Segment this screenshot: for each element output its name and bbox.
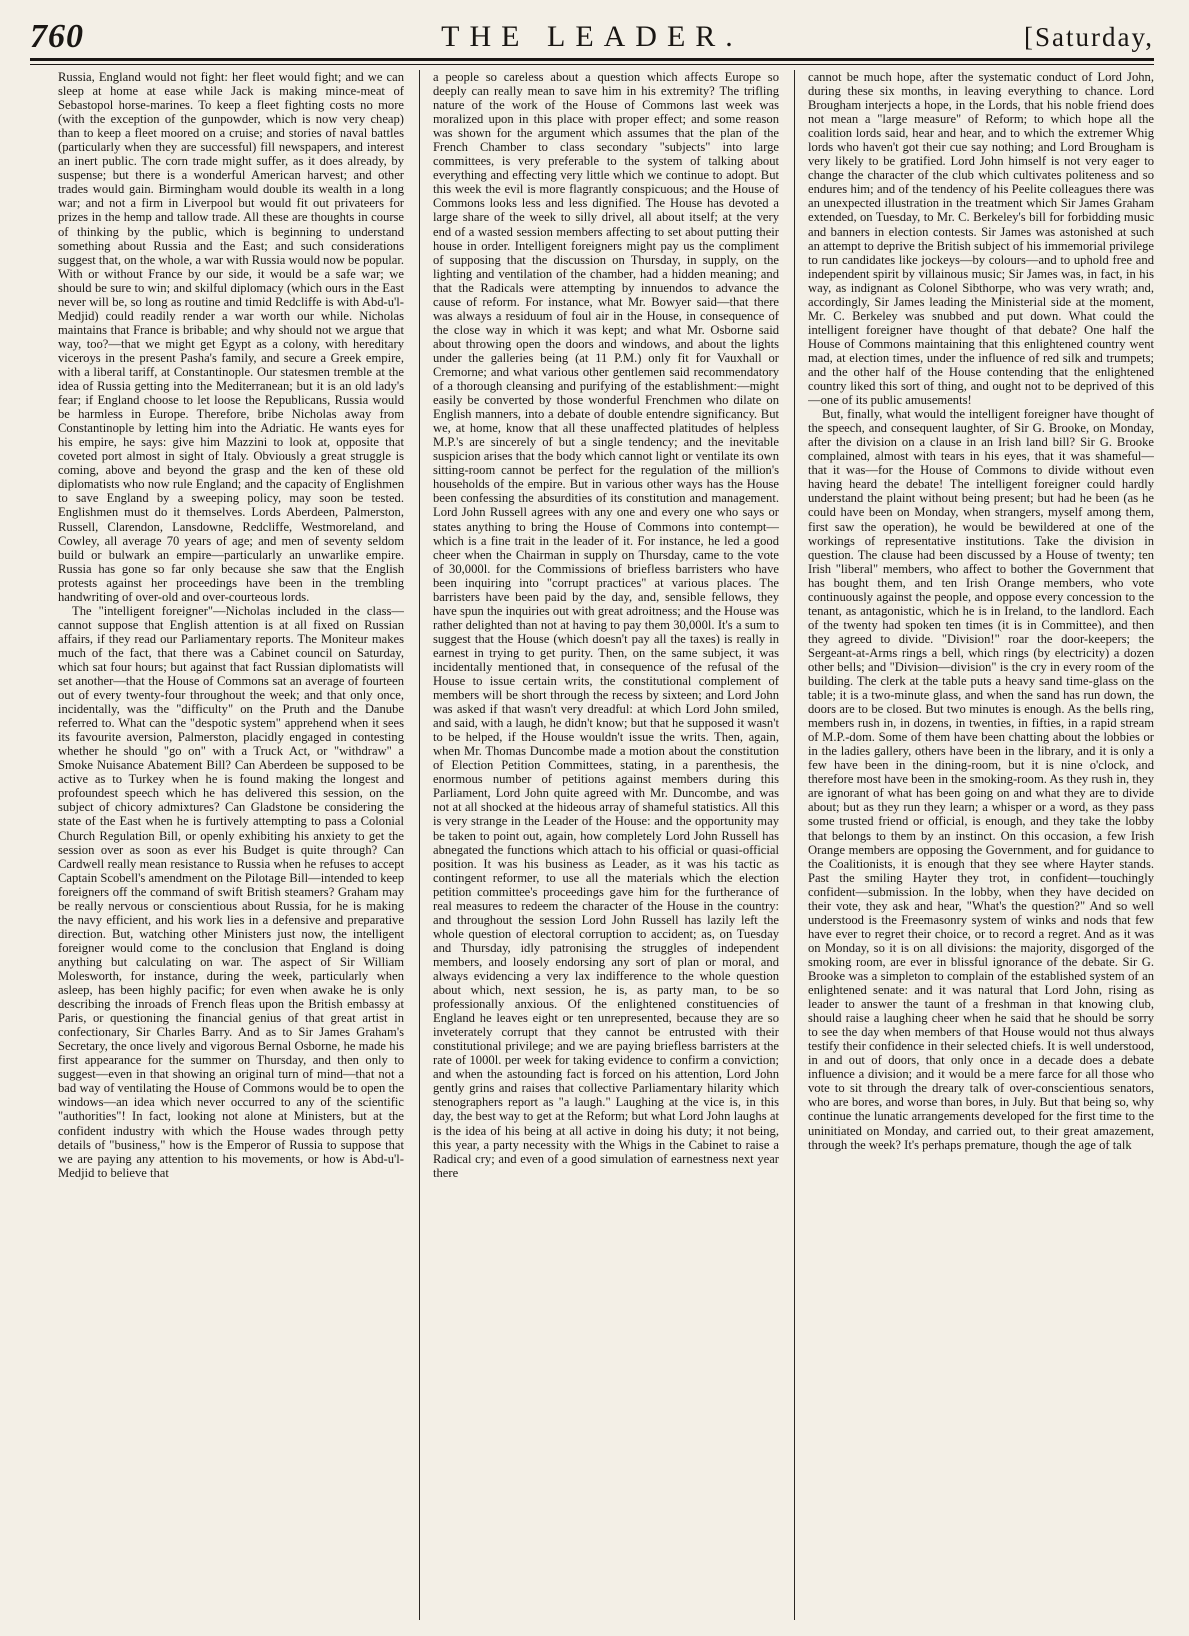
paragraph: But, finally, what would the intelligent foreigner have thought of the speech, and consequent laughter, of Sir G. Brooke, on Monday, after the division on a clause in an Irish land bill? Sir G. Brooke complained, almost with tears in his eyes, that it was shameful—that it was—for the House of Commons to divide without even having heard the debate! The intelligent foreigner could hardly understand the plaint without being present; but had he been (as he could have been on Monday, when strangers, myself among them, first saw the operation), he would be bewildered at one of the workings of representative institutions. Take the division in question. The clause had been discussed by a House of twenty; ten Irish "liberal" members, who affect to bother the Government that has bought them, and ten Irish Orange members, who vote continuously against the people, and oppose every concession to the tenant, as antagonistic, which he is in Ireland, to the landlord. Each of the twenty had spoken ten times (it is in Committee), and then they agreed to divide. "Division!" roar the door-keepers; the Sergeant-at-Arms rings a bell, which rings (by electricity) a dozen other bells; and "Division—division" is the cry in every room of the building. The clerk at the table puts a heavy sand time-glass on the table; it is a two-minute glass, and when the sand has run down, the doors are to be closed. But two minutes is enough. As the bells ring, members rush in, in dozens, in twenties, in fifties, in a rapid stream of M.P.-dom. Some of them have been chatting about the lobbies or in the ladies gallery, others have been in the library, and it is only a few have been in the dining-room, but it is nine o'clock, and therefore most have been in the smoking-room. As they rush in, they are ignorant of what has been going on and what they are to divide about; but as they run they learn; a whisper or a word, as they pass some trusted friend or official, is enough, and they take the lobby that belongs to them by an instinct. On this occasion, a few Irish Orange members are opposing the Government, and for guidance to the Coalitionists, it is enough that they see where Hayter stands. Past the smiling Hayter they trot, in confident—touchingly confident—submission. In the lobby, when they have decided on their vote, they ask and hear, "What's the question?" And so well understood is the Freemasonry system of winks and nods that few have ever to regret their choice, or to record a regret. And as it was on Monday, so it is on all divisions: the majority, disgorged of the smoking room, are ever in blissful ignorance of the debate. Sir G. Brooke was a simpleton to complain of the established system of an enlightened senate: and it was natural that Lord John, rising as leader to answer the taunt of a freshman in that knowing club, should raise a laughing cheer when he said that he should be sorry to see the day when members of that House would not thus always testify their confidence in their selected chiefs. It is well understood, in and out of doors, that only once in a decade does a debate influence a division; and it would be a mere farce for all those who vote to sit through the dreary talk of over-conscientious senators, who are bores, and worse than bores, in July. But that being so, why continue the lunatic arrangements developed for the first time to the uninitiated on Monday, and carried out, to their great amazement, through the week? It's perhaps premature, though the age of talk bbox=[808, 407, 1154, 1152]
paragraph: cannot be much hope, after the systematic conduct of Lord John, during these six months, in leaving everything to chance. Lord Brougham interjects a hope, in the Lords, that his noble friend does not mean a "large measure" of Reform; to which hope all the coalition lords said, hear and hear, and to which the extremer Whig lords who haven't got their cue say nothing; and Lord Brougham is very likely to be gratified. Lord John himself is not very eager to change the character of the club which cultivates politeness and so endures him; and of the tendency of his Peelite colleagues there was an unexpected illustration in the treatment which Sir James Graham extended, on Tuesday, to Mr. C. Berkeley's bill for forbidding music and banners in election contests. Sir James was astonished at such an attempt to deprive the British subject of his immemorial privilege to run candidates like jockeys—by colours—and to uphold free and independent spirit by villainous music; Sir James was, in fact, in his way, as indignant as Colonel Sibthorpe, who was very wrath; and, accordingly, Sir James leading the Ministerial side at the moment, Mr. C. Berkeley was snubbed and put down. What could the intelligent foreigner have thought of that debate? One half the House of Commons maintaining that this enlightened country went mad, at election times, under the influence of red silk and trumpets; and the other half of the House contending that the enlightened country liked this sort of thing, and ought not to be deprived of this—one of its public amusements! bbox=[808, 70, 1154, 408]
column-1 bbox=[58, 70, 404, 1620]
paper-title: THE LEADER. bbox=[441, 20, 743, 53]
header-rule-thick bbox=[30, 58, 1154, 61]
masthead bbox=[30, 18, 1154, 60]
article-columns bbox=[58, 70, 1154, 1620]
paragraph: The "intelligent foreigner"—Nicholas included in the class—cannot suppose that English attention is at all fixed on Russian affairs, if they read our Parliamentary reports. The Moniteur makes much of the fact, that there was a Cabinet council on Saturday, which sat four hours; but against that fact Russian diplomatists will set another—that the House of Commons sat an average of fourteen out of every twenty-four throughout the week; and that only once, incidentally, was the "difficulty" on the Pruth and the Danube referred to. What can the "despotic system" apprehend when it sees its favourite aversion, Palmerston, placidly engaged in contesting whether he should "go on" with a Truck Act, or "withdraw" a Smoke Nuisance Abatement Bill? Can Aberdeen be supposed to be active as to Turkey when he is found making the longest and profoundest speech which he has delivered this session, on the subject of chicory admixtures? Can Gladstone be considering the state of the East when he is furtively attempting to pass a Colonial Church Regulation Bill, or openly exhibiting his anxiety to get the session over as soon as ever his Budget is quite through? Can Cardwell really mean resistance to Russia when he refuses to accept Captain Scobell's amendment on the Pilotage Bill—intended to keep foreigners off the command of swift British steamers? Graham may be really nervous or conscientious about Russia, for he is making the navy efficient, and his work lies in a defensive and preparative direction. But, watching other Ministers just now, the intelligent foreigner would come to the conclusion that England is doing anything but calculating on war. The aspect of Sir William Molesworth, for instance, during the week, particularly when asleep, has been highly pacific; for even when awake he is only describing the inroads of French fleas upon the British embassy at Paris, or questioning the financial genius of that great artist in confectionary, Sir Charles Barry. And as to Sir James Graham's Secretary, the once lively and vigorous Bernal Osborne, he made his first appearance for the summer on Thursday, and then only to suggest—even in that showing an original turn of mind—that not a bad way of ventilating the House of Commons would be to open the windows—an idea which never occurred to any of the scientific "authorities"! In fact, looking not alone at Ministers, but at the confident industry with which the House wades through petty details of "business," how is the Emperor of Russia to suppose that we are paying any attention to his movements, or how is Abd-u'l-Medjid to believe that bbox=[58, 603, 404, 1180]
header-rule-thin bbox=[30, 64, 1154, 65]
column-divider bbox=[794, 70, 795, 1620]
issue-day: [Saturday, bbox=[1024, 22, 1154, 52]
column-divider bbox=[419, 70, 420, 1620]
page-number: 760 bbox=[30, 18, 84, 55]
column-2 bbox=[433, 70, 779, 1620]
paragraph: Russia, England would not fight: her fleet would fight; and we can sleep at home at ease while Jack is making mince-meat of Sebastopol horse-marines. To keep a fleet fighting costs no more (with the exception of the gunpowder, which is now very cheap) than to keep a fleet moored on a cruise; and stories of naval battles (particularly when they are successful) fill newspapers, and interest an inert public. The corn trade might suffer, as it does already, by suspense; but there is a wonderful American harvest; and other trades would gain. Birmingham would double its wealth in a long war; and not a firm in Liverpool but would fit out privateers for prizes in the hemp and tallow trade. All these are thoughts in course of thinking by the public, which is beginning to understand something about Russia and the East; and such considerations suggest that, on the whole, a war with Russia would now be popular. With or without France by our side, it would be a safe war; we should be sure to win; and skilful diplomacy (which ours in the East never will be, so long as routine and timid Redcliffe is with Abd-u'l-Medjid) could readily render a war worth our while. Nicholas maintains that France is bribable; and why should not we argue that way, too?—that we might get Egypt as a colony, with hereditary viceroys in the present Pasha's family, and secure a Greek empire, with a liberal tariff, at Constantinople. Our statesmen tremble at the idea of Russia getting into the Mediterranean; but it is an old lady's fear; if England choose to let loose the Republicans, Russia would be harmless in Europe. Therefore, bribe Nicholas away from Constantinople by letting him into the Adriatic. He wants eyes for his empire, he says: give him Mazzini to look at, opposite that coveted port almost in sight of Italy. Obviously a great struggle is coming, above and beyond the grasp and the ken of these old diplomatists who now rule England; and the capacity of Englishmen to save England by a sweeping policy, may soon be tested. Englishmen must do it themselves. Lords Aberdeen, Palmerston, Russell, Clarendon, Lansdowne, Redcliffe, Westmoreland, and Cowley, all average 70 years of age; and men of seventy seldom build or bulwark an empire—particularly an unwarlike empire. Russia has gone so far only because she saw that the English protests against her proceedings have been in the trembling handwriting of over-old and over-courteous lords. bbox=[58, 70, 404, 604]
column-3 bbox=[808, 70, 1154, 1620]
paragraph: a people so careless about a question which affects Europe so deeply can really mean to save him in his extremity? The trifling nature of the work of the House of Commons last week was moralized upon in this place with proper effect; and some reason was shown for the argument which assumes that the plan of the French Chamber to class secondary "subjects" into large committees, is very preferable to the system of talking about everything and effecting very little which we continue to adopt. But this week the evil is more flagrantly conspicuous; and the House of Commons looks less and less dignified. The House has devoted a large share of the week to silly drivel, all about itself; at the very end of a wasted session members affecting to set about putting their house in order. Intelligent foreigners might pay us the compliment of supposing that the discussion on Thursday, in supply, on the lighting and ventilation of the chamber, had a hidden meaning; and that the Radicals were attempting by innuendos to advance the cause of reform. For instance, what Mr. Bowyer said—that there was always a residuum of foul air in the House, in consequence of the close way in which it was kept; and what Mr. Osborne said about throwing open the doors and windows, and about the lights under the galleries being (at 11 P.M.) only fit for Vauxhall or Cremorne; and what various other gentlemen said recommendatory of a thorough cleansing and purifying of the establishment:—might easily be converted by those wonderful Frenchmen who dilate on English manners, into a debate of double entendre significancy. But we, at home, know that all these unaffected platitudes of helpless M.P.'s are sincerely of but a single tendency; and the inevitable suspicion arises that the body which cannot light or ventilate its own sitting-room cannot be perfect for the regulation of the million's households of the empire. But in various other ways has the House been confessing the absurdities of its constitution and management. Lord John Russell agrees with any one and every one who says or states anything to bring the House of Commons into contempt—which is a fine trait in the leader of it. For instance, he led a good cheer when the Chairman in supply on Thursday, came to the vote of 30,000l. for the Commissions of briefless barristers who have been inquiring into "corrupt practices" at various places. The barristers have been paid by the day, and, sensible fellows, they have spun the inquiries out with great adroitness; and the House was rather delighted than not at having to pay them 30,000l. It's a sum to suggest that the House (which doesn't pay all the taxes) is really in earnest in trying to get purity. Then, on the same subject, it was incidentally mentioned that, in consequence of the refusal of the House to issue certain writs, the constitutional complement of members will be short through the recess by sixteen; and Lord John was asked if that wasn't very dreadful: at which Lord John smiled, and said, with a laugh, he didn't know; but that he supposed it wasn't to be helped, if the House wouldn't issue the writs. Then, again, when Mr. Thomas Duncombe made a motion about the constitution of Election Petition Committees, stating, in a parenthesis, the enormous number of petitions against members during this Parliament, Lord John quite agreed with Mr. Duncombe, and was not at all shocked at the hideous array of shameful statistics. All this is very strange in the Leader of the House: and the opportunity may be taken to point out, again, how completely Lord John Russell has abnegated the functions which attach to his official or quasi-official position. It was his business as Leader, as it was his tactic as contingent reformer, to use all the materials which the election petition committee's proceedings gave him for the furtherance of real measures to redeem the character of the House in the country: and throughout the session Lord John Russell has lazily left the whole question of electoral corruption to accident; as, on Tuesday and Thursday, idly patronising the struggles of independent members, and loosely endorsing any sort of plan or moral, and always evidencing a very lax indifference to the whole question about which, next session, he is, as party man, to be so professionally anxious. Of the enlightened constituencies of England he leaves eight or ten unrepresented, because they are so inveterately corrupt that they cannot be entrusted with their constitutional privilege; and we are paying briefless barristers at the rate of 1000l. per week for taking evidence to confirm a conviction; and when the astounding fact is forced on his attention, Lord John gently grins and raises that collective Parliamentary hilarity which stenographers report as "a laugh." Laughing at the vice is, in this day, the best way to get at the Reform; but what Lord John laughs at is the idea of his being at all active in doing his duty; it not being, this year, a party necessity with the Whigs in the Cabinet to raise a Radical cry; and even of a good simulation of earnestness next year there bbox=[433, 70, 779, 1180]
